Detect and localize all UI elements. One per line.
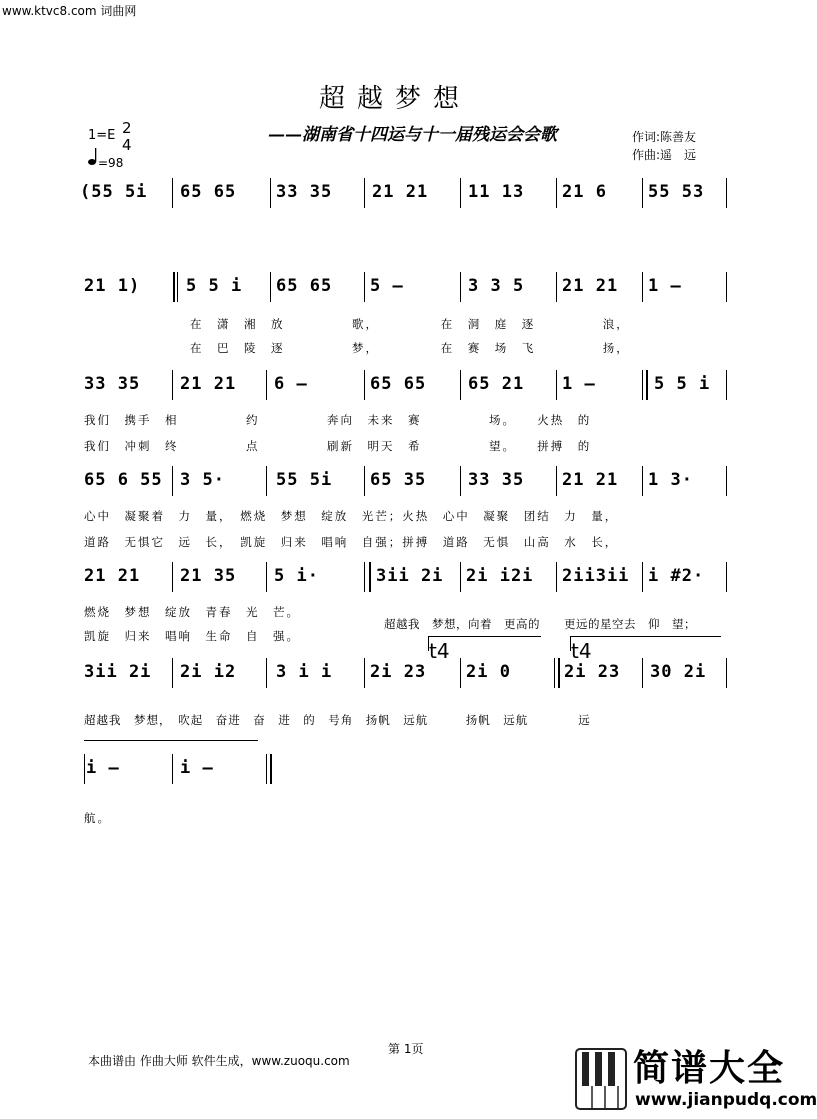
lyric-verse1-line1: 在 潇 湘 放 歌， 在 洞 庭 逐 浪，	[190, 317, 630, 331]
composer-credit: 作曲:遥 远	[632, 148, 697, 162]
lyric-verse2-line4: 凯旋 归来 唱响 生命 自 强。	[84, 629, 300, 643]
lyric-verse1-line3: 心中 凝聚着 力 量， 燃烧 梦想 绽放 光芒；火热 心中 凝聚 团结 力 量，	[84, 509, 619, 523]
score-line-6: 3ii 2i 2i i2 3 i i 2i 23 2i 0 2i 23 30 2i	[0, 658, 790, 690]
score-line-7: i — i —	[0, 754, 790, 786]
song-title: 超越梦想	[318, 84, 471, 114]
lyric-final: 航。	[84, 811, 111, 825]
lyric-verse1-line4: 燃烧 梦想 绽放 青春 光 芒。	[84, 605, 300, 619]
site-logo	[575, 1040, 817, 1116]
score-line-3: 33 35 21 21 6 — 65 65 65 21 1 — 5 5 i	[0, 370, 790, 402]
site-watermark: www.ktvc8.com 词曲网	[2, 4, 137, 18]
tempo-marking: =98	[98, 156, 124, 170]
quarter-note-icon	[88, 146, 98, 166]
piano-keys-icon	[575, 1048, 627, 1110]
time-signature: 2 4	[122, 119, 132, 154]
score-line-4: 65 6 55 3 5· 55 5i 65 35 33 35 21 21 1 3·	[0, 466, 790, 498]
logo-url: www.jianpudq.com	[635, 1090, 817, 1110]
page-number: 第 1页	[388, 1042, 424, 1056]
volta-bracket-3	[84, 740, 258, 741]
score-line-5: 21 21 21 35 5 i· 3ii 2i 2i i2i 2ii3ii i #2·	[0, 562, 790, 594]
lyric-verse2-line1: 在 巴 陵 逐 梦， 在 赛 场 飞 扬，	[190, 341, 630, 355]
software-credit: 本曲谱由 作曲大师 软件生成，www.zuoqu.com	[88, 1054, 350, 1068]
logo-title: 简谱大全	[633, 1048, 786, 1089]
lyric-verse1-line2: 我们 携手 相 约 奔向 未来 赛 场。 火热 的	[84, 413, 592, 427]
lyric-verse2-line2: 我们 冲刺 终 点 刷新 明天 希 望。 拼搏 的	[84, 439, 592, 453]
lyricist-credit: 作词:陈善友	[632, 130, 697, 144]
volta-bracket-2: t4	[570, 636, 721, 651]
volta-bracket-1: t4	[428, 636, 541, 651]
lyric-verse2-line3: 道路 无惧它 远 长， 凯旋 归来 唱响 自强；拼搏 道路 无惧 山高 水 长，	[84, 535, 619, 549]
lyric-refrain-line2: 超越我 梦想， 吹起 奋进 奋 进 的 号角 扬帆 远航 扬帆 远航 远	[84, 713, 591, 727]
key-signature: 1=E	[88, 128, 116, 143]
score-line-1: (55 5i 65 65 33 35 21 21 11 13 21 6 55 53	[0, 178, 790, 210]
song-subtitle: ——湖南省十四运与十一届残运会会歌	[268, 125, 557, 145]
lyric-refrain-line1: 超越我 梦想，向着 更高的 更远的星空去 仰 望；	[384, 617, 696, 631]
score-line-2: 21 1) 5 5 i 65 65 5 — 3 3 5 21 21 1 —	[0, 272, 790, 304]
